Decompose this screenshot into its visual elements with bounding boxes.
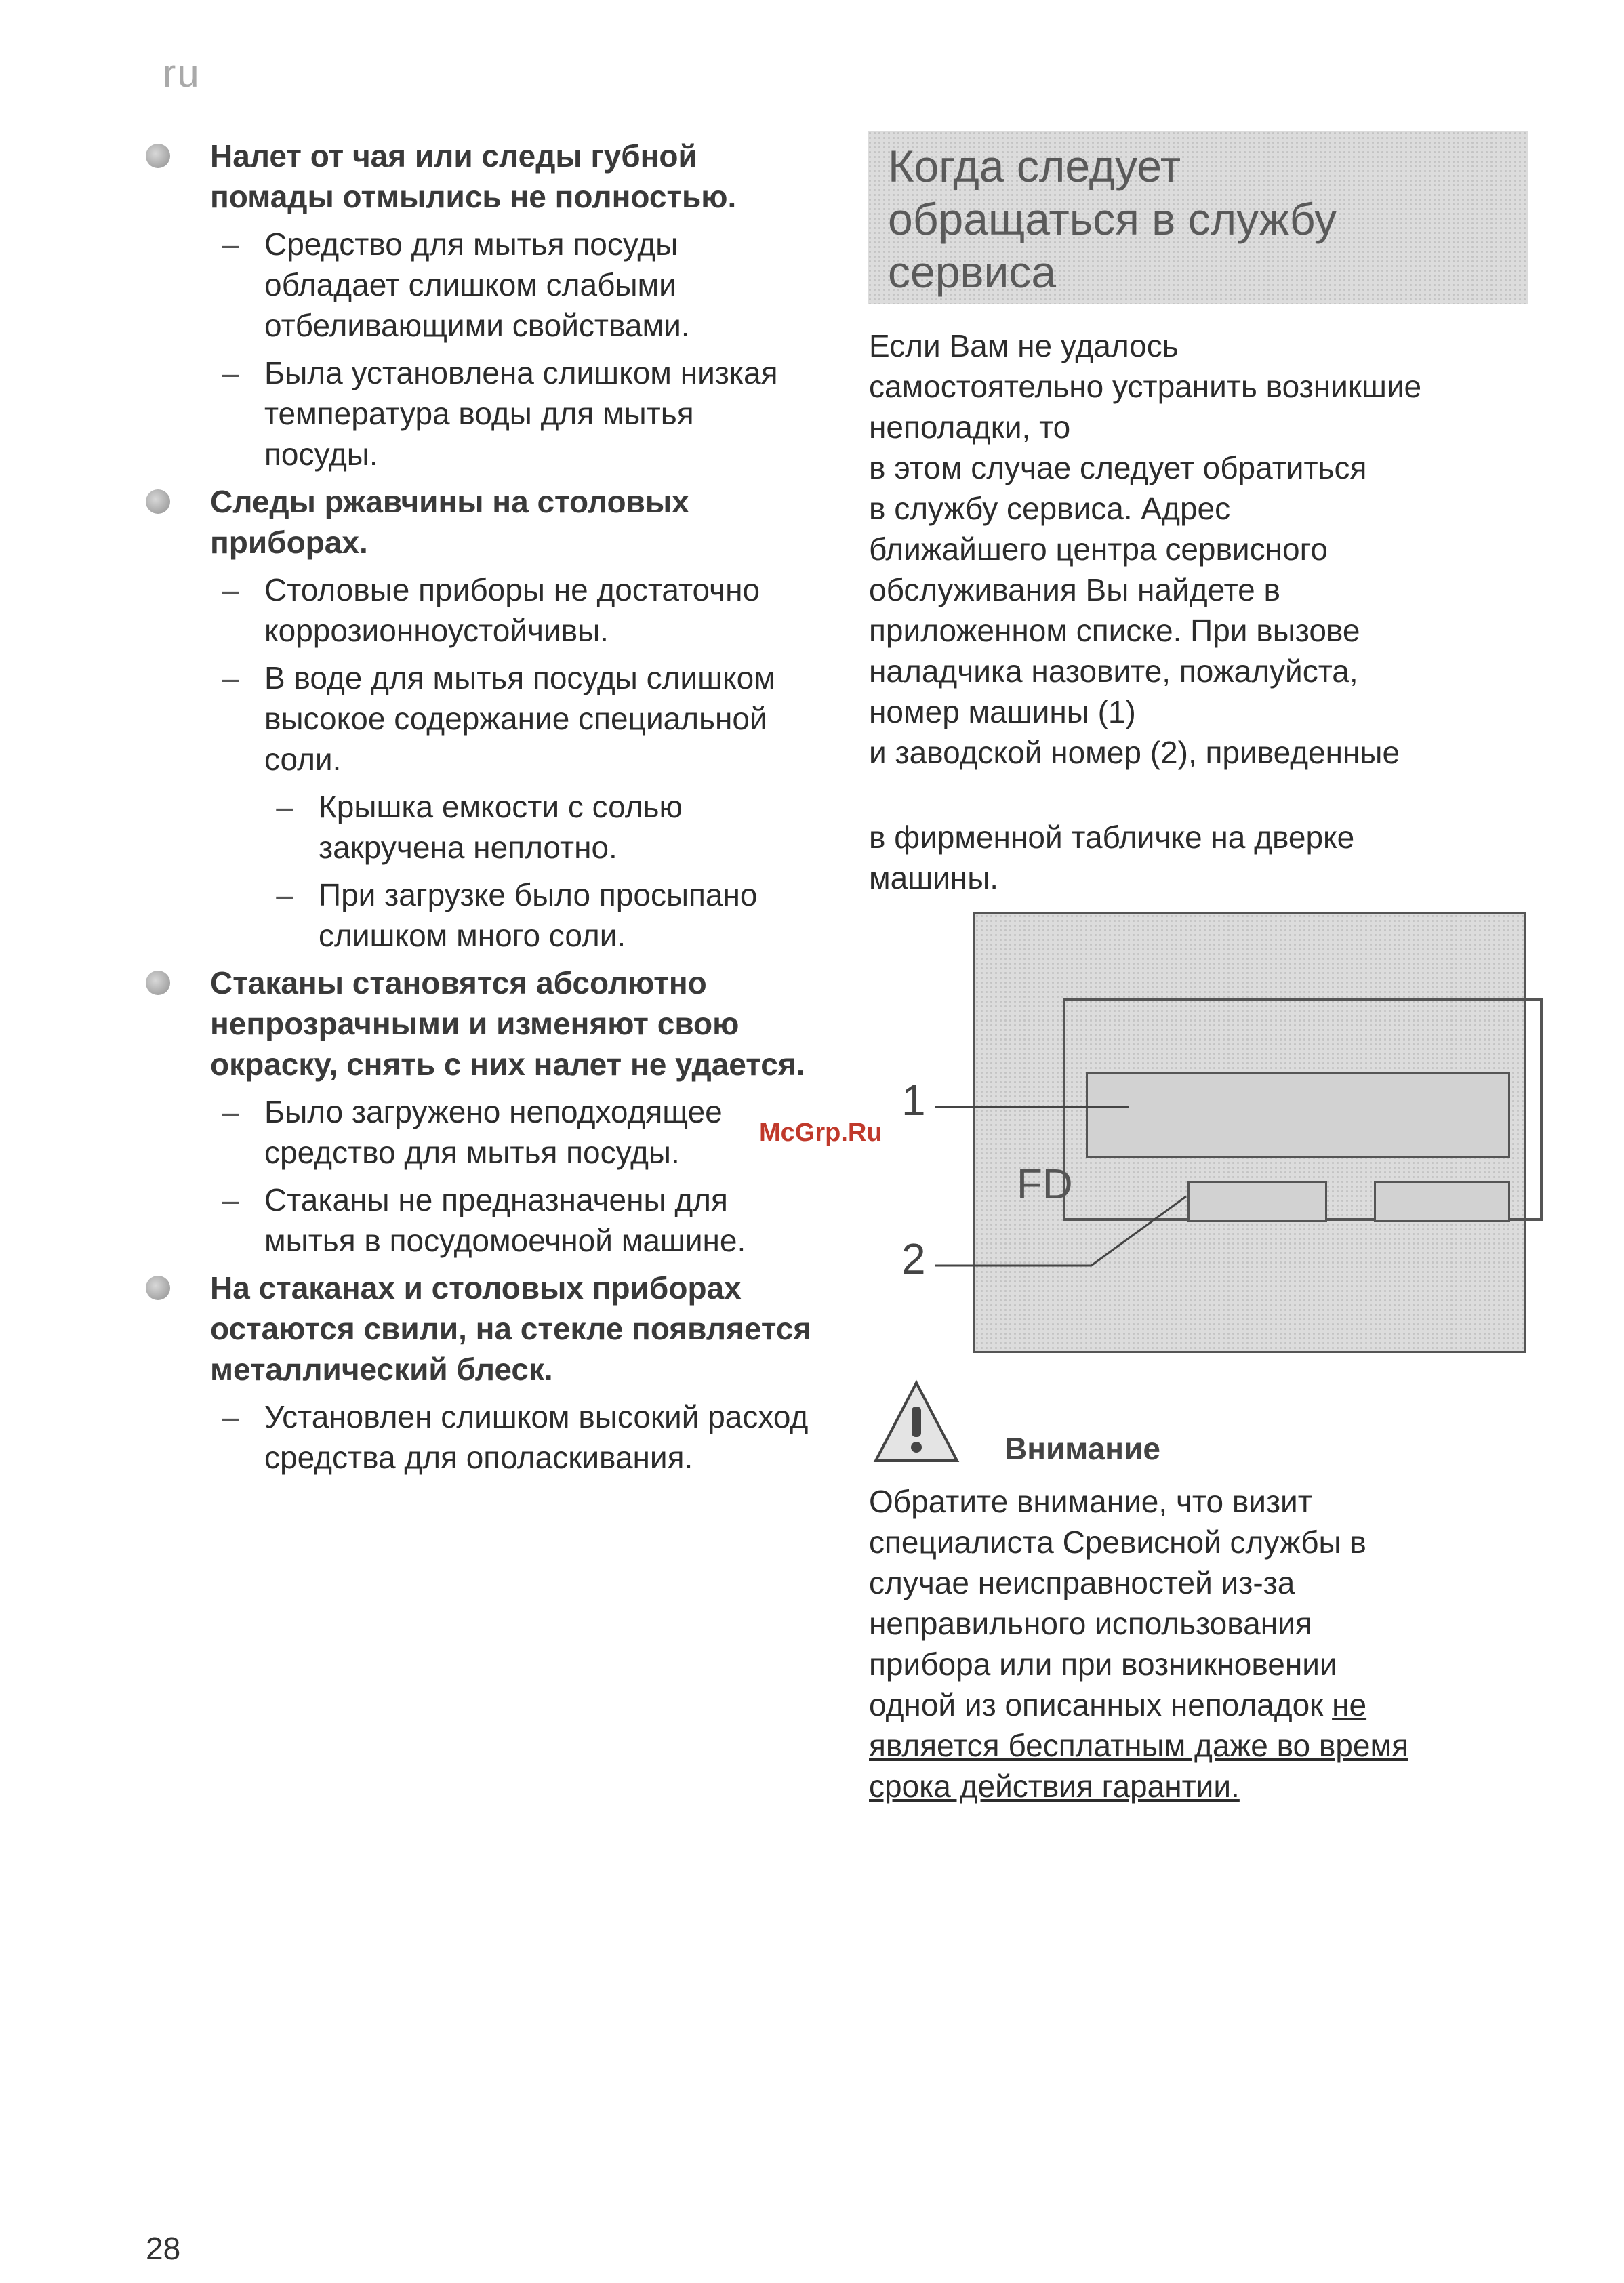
text-line bbox=[869, 1684, 1533, 1725]
text-line: машины. bbox=[869, 860, 999, 895]
underlined-text: не bbox=[1332, 1687, 1367, 1722]
cause-item bbox=[210, 1396, 813, 1478]
cause-text: В воде для мытья посуды слишком высокое содержание специальной соли. bbox=[264, 660, 775, 777]
fd-label: FD bbox=[1017, 1161, 1073, 1208]
text-line: приложенном списке. При вызове bbox=[869, 613, 1360, 648]
cause-item bbox=[210, 569, 813, 651]
bullet-dot-icon bbox=[146, 144, 170, 168]
issue-title: Стаканы становятся абсолютно непрозрачными и изменяют свою окраску, снять с них налет не удается. bbox=[210, 965, 805, 1082]
warning-triangle-icon bbox=[869, 1376, 964, 1471]
service-heading-line: Когда следует bbox=[888, 141, 1181, 191]
cause-text: Столовые приборы не достаточно коррозионноустойчивы. bbox=[264, 572, 760, 648]
cause-item bbox=[210, 1179, 813, 1261]
dash-icon: – bbox=[222, 660, 239, 695]
warning-header bbox=[869, 1376, 1533, 1478]
dash-icon: – bbox=[222, 1094, 239, 1129]
issue-item bbox=[136, 963, 813, 1261]
text-line: неполадки, то bbox=[869, 409, 1071, 445]
dash-icon: – bbox=[222, 572, 239, 607]
dash-icon: – bbox=[276, 789, 293, 824]
cause-text: Средство для мытья посуды обладает слишком слабыми отбеливающими свойствами. bbox=[264, 226, 690, 343]
bullet-dot-icon bbox=[146, 971, 170, 995]
dash-icon: – bbox=[222, 1182, 239, 1217]
warning-paragraph bbox=[869, 1481, 1533, 1806]
text-line: ближайшего центра сервисного bbox=[869, 531, 1328, 567]
dash-icon: – bbox=[222, 1399, 239, 1434]
page-number: 28 bbox=[146, 2231, 181, 2266]
text-line: прибора или при возникновении bbox=[869, 1646, 1337, 1682]
cause-text: Стаканы не предназначены для мытья в посудомоечной машине. bbox=[264, 1182, 746, 1258]
cause-text: Было загружено неподходящее средство для мытья посуды. bbox=[264, 1094, 723, 1170]
issue-title: Следы ржавчины на столовых приборах. bbox=[210, 484, 689, 560]
watermark: McGrp.Ru bbox=[759, 1118, 882, 1147]
issue-item bbox=[136, 136, 813, 474]
callout-leader-lines bbox=[881, 902, 1532, 1362]
service-heading-line: сервиса bbox=[888, 247, 1057, 297]
sub-cause-item bbox=[264, 786, 813, 868]
dash-icon: – bbox=[276, 877, 293, 912]
issue-title: Налет от чая или следы губной помады отмылись не полностью. bbox=[210, 138, 737, 214]
text-line: случае неисправностей из-за bbox=[869, 1565, 1295, 1600]
cause-text: Установлен слишком высокий расход средства для ополаскивания. bbox=[264, 1399, 809, 1475]
callout-2-line bbox=[935, 1196, 1186, 1266]
rating-plate-diagram bbox=[881, 902, 1532, 1362]
text-line: неправильного использования bbox=[869, 1606, 1312, 1641]
language-code: ru bbox=[163, 52, 201, 96]
text-line: в службу сервиса. Адрес bbox=[869, 491, 1231, 526]
service-heading-line: обращаться в службу bbox=[888, 194, 1337, 244]
text-line: Если Вам не удалось bbox=[869, 328, 1179, 363]
text-line: специалиста Сревисной службы в bbox=[869, 1524, 1366, 1560]
issue-item bbox=[136, 481, 813, 956]
cause-item bbox=[210, 224, 813, 346]
cause-item bbox=[210, 658, 813, 956]
underlined-line: является бесплатным даже во время bbox=[869, 1728, 1408, 1763]
service-paragraph-continued bbox=[869, 817, 1533, 898]
underlined-line: срока действия гарантии. bbox=[869, 1769, 1240, 1804]
issue-title: На стаканах и столовых приборах остаются свили, на стекле появляется металлический блеск. bbox=[210, 1270, 812, 1387]
warning-title: Внимание bbox=[1004, 1431, 1160, 1466]
cause-text: Была установлена слишком низкая температура воды для мытья посуды. bbox=[264, 355, 778, 472]
dash-icon: – bbox=[222, 355, 239, 390]
text-line: и заводской номер (2), приведенные bbox=[869, 735, 1400, 770]
text-line: в этом случае следует обратиться bbox=[869, 450, 1367, 485]
cause-item bbox=[210, 1091, 813, 1173]
cause-item bbox=[210, 352, 813, 474]
issue-item bbox=[136, 1268, 813, 1478]
service-paragraph bbox=[869, 325, 1533, 773]
bullet-dot-icon bbox=[146, 1276, 170, 1300]
text-line: номер машины (1) bbox=[869, 694, 1136, 729]
text-line: в фирменной табличке на дверке bbox=[869, 820, 1355, 855]
dash-icon: – bbox=[222, 226, 239, 262]
sub-cause-text: При загрузке было просыпано слишком много соли. bbox=[319, 877, 758, 953]
text-line: самостоятельно устранить возникшие bbox=[869, 369, 1422, 404]
text-line: Обратите внимание, что визит bbox=[869, 1484, 1312, 1519]
callout-2-label: 2 bbox=[901, 1234, 926, 1283]
sub-cause-text: Крышка емкости с солью закручена неплотно. bbox=[319, 789, 683, 865]
text-line: обслуживания Вы найдете в bbox=[869, 572, 1280, 607]
sub-cause-item bbox=[264, 874, 813, 956]
bullet-dot-icon bbox=[146, 489, 170, 514]
text-fragment: одной из описанных неполадок bbox=[869, 1687, 1333, 1722]
service-heading-box bbox=[868, 131, 1528, 304]
text-line: наладчика назовите, пожалуйста, bbox=[869, 653, 1358, 689]
troubleshooting-list bbox=[136, 136, 813, 1484]
callout-1-label: 1 bbox=[901, 1076, 926, 1125]
